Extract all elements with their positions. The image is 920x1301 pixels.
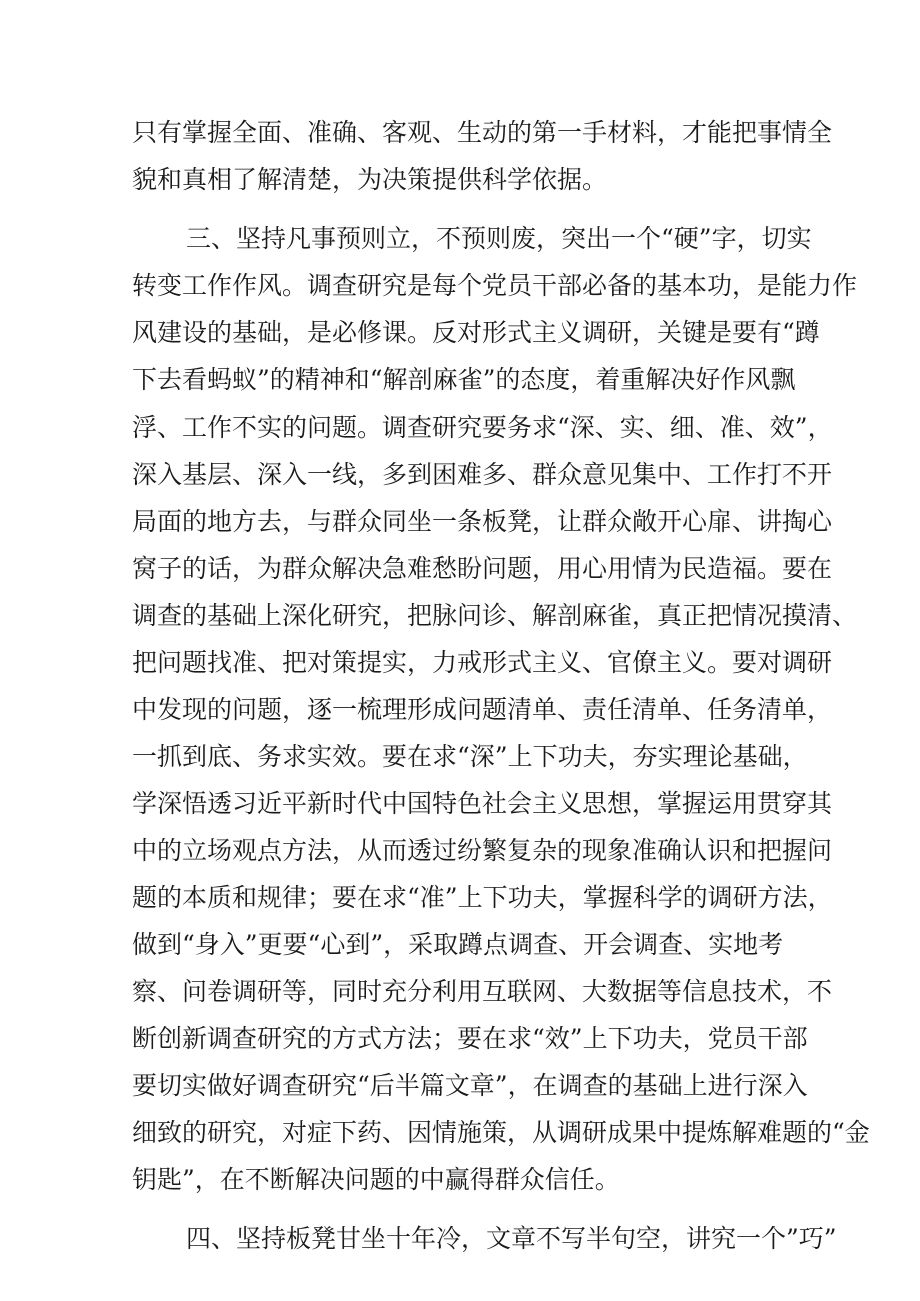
text-line: 浮、工作不实的问题。调查研究要务求“深、实、细、准、效”，: [132, 413, 833, 442]
text-line: 要切实做好调查研究“后半篇文章”，在调查的基础上进行深入: [132, 1071, 808, 1100]
text-line: 察、问卷调研等，同时充分利用互联网、大数据等信息技术，不: [132, 977, 833, 1006]
section-heading-3: 三、坚持凡事预则立，不预则废，突出一个“硬”字，切实: [186, 224, 812, 253]
text-line: 中发现的问题，逐一梳理形成问题清单、责任清单、任务清单，: [132, 695, 833, 724]
text-line: 做到“身入”更要“心到”，采取蹲点调查、开会调查、实地考: [132, 930, 784, 959]
text-line: 断创新调查研究的方式方法；要在求“效”上下功夫，党员干部: [132, 1024, 808, 1053]
text-line: 中的立场观点方法，从而透过纷繁复杂的现象准确认识和把握问: [132, 836, 833, 865]
text-line: 钥匙”，在不断解决问题的中赢得群众信任。: [132, 1165, 620, 1194]
text-line: 下去看蚂蚁”的精神和“解剖麻雀”的态度，着重解决好作风飘: [132, 365, 796, 394]
text-line: 一抓到底、务求实效。要在求“深”上下功夫，夯实理论基础，: [132, 742, 808, 771]
text-line: 转变工作作风。调查研究是每个党员干部必备的基本功，是能力作: [132, 271, 858, 300]
text-line: 只有掌握全面、准确、客观、生动的第一手材料，才能把事情全: [132, 118, 833, 147]
text-line: 学深悟透习近平新时代中国特色社会主义思想，掌握运用贯穿其: [132, 789, 833, 818]
text-line: 风建设的基础，是必修课。反对形式主义调研，关键是要有“蹲: [132, 318, 820, 347]
text-line: 调查的基础上深化研究，把脉问诊、解剖麻雀，真正把情况摸清、: [132, 601, 858, 630]
section-heading-4: 四、坚持板凳甘坐十年冷，文章不写半句空，讲究一个”巧”: [186, 1224, 837, 1253]
text-line: 细致的研究，对症下药、因情施策，从调研成果中提炼解难题的“金: [132, 1118, 870, 1147]
text-line: 貌和真相了解清楚，为决策提供科学依据。: [132, 165, 608, 194]
text-line: 把问题找准、把对策提实，力戒形式主义、官僚主义。要对调研: [132, 648, 833, 677]
text-line: 题的本质和规律；要在求“准”上下功夫，掌握科学的调研方法，: [132, 883, 833, 912]
text-line: 深入基层、深入一线，多到困难多、群众意见集中、工作打不开: [132, 460, 833, 489]
text-line: 窝子的话，为群众解决急难愁盼问题，用心用情为民造福。要在: [132, 554, 833, 583]
text-line: 局面的地方去，与群众同坐一条板凳，让群众敞开心扉、讲掏心: [132, 507, 833, 536]
